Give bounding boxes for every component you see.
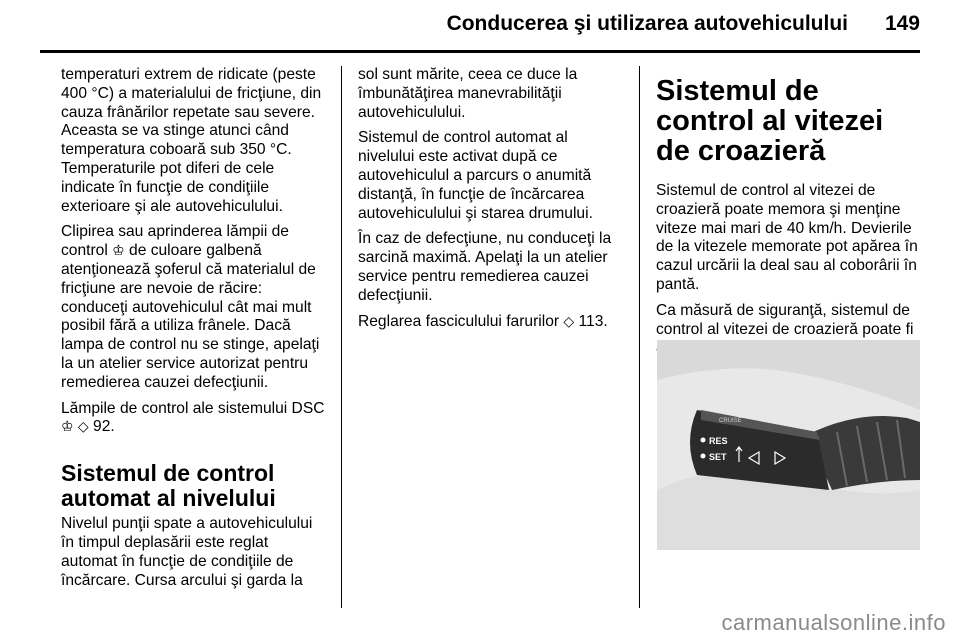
column-left <box>61 66 327 597</box>
lever-label-set: SET <box>709 452 727 462</box>
paragraph-text: Reglarea fasciculului farurilor <box>358 312 564 330</box>
paragraph: Sistemul de control automat al nivelului este activat după ce autovehiculul a parcurs o anumită distanţă, în funcţie de încărcarea autovehiculului şi starea drumului. <box>358 129 593 222</box>
column-divider <box>341 66 342 608</box>
paragraph <box>358 313 624 332</box>
cross-reference-arrow-icon: ◇ <box>77 419 89 436</box>
column-middle <box>358 66 624 338</box>
section-heading: Sistemul de control al vitezei de croazieră <box>656 75 884 167</box>
brake-warning-lamp-icon: ♔ <box>112 243 125 260</box>
paragraph <box>61 400 327 438</box>
paragraph: temperaturi extrem de ridicate (peste 400 °C) a materialului de fricţiune, din cauza frânărilor repetate sau severe. Aceasta se va stinge atunci când temperatura coboară sub 350 °C. Temperaturile pot diferi de cele indicate în funcţie de condiţiile exterioare şi ale autovehiculului. <box>61 66 322 215</box>
paragraph-text: Lămpile de control ale sistemului DSC <box>61 399 325 417</box>
lever-label-res: RES <box>709 436 728 446</box>
paragraph: În caz de defecţiune, nu conduceţi la sarcină maximă. Apelaţi la un atelier service pentru remedierea cauzei defecţiunii. <box>358 230 612 304</box>
page-reference[interactable]: 92. <box>93 418 115 436</box>
section-heading: Sistemul de control automat al nivelului <box>61 460 276 512</box>
paragraph: Nivelul punţii spate a autovehiculului în timpul deplasării este reglat automat în funcţie de condiţiile de încărcare. Cursa arcului şi garda la <box>61 515 313 589</box>
lever-label-cruise: CRUISE <box>719 418 742 424</box>
paragraph: Sistemul de control al vitezei de croazieră poate memora şi menţine viteze mai mari de 40 km/h. Devierile de la vitezele memorate pot apărea în cazul urcării la deal sau al coborârii în pantă. <box>656 182 918 293</box>
paragraph: sol sunt mărite, ceea ce duce la îmbunătăţirea manevrabilităţii autovehiculului. <box>358 66 578 121</box>
watermark: carmanualsonline.info <box>721 610 946 635</box>
paragraph <box>61 223 327 392</box>
paragraph: Ca măsură de siguranţă, sistemul de control al vitezei de croazieră poate fi <box>656 301 914 338</box>
column-right <box>656 66 922 384</box>
page-header <box>0 0 960 52</box>
running-title: Conducerea şi utilizarea autovehiculului <box>446 12 848 35</box>
header-rule <box>40 50 920 53</box>
cruise-control-lever-illustration <box>657 340 920 550</box>
paragraph-text: de culoare galbenă atenţionează şoferul că materialul de fricţiune are nevoie de răcire: conduceţi autovehiculul cât mai mult posibil fără a utiliza frânele. Dacă lampa de control nu se stinge, apelaţi la un atelier service autorizat pentru remedierea cauzei defecţiunii. <box>61 242 320 391</box>
cross-reference-arrow-icon: ◇ <box>563 313 575 330</box>
set-dot <box>701 454 706 459</box>
paragraph-text: Clipirea sau aprinderea lămpii de control <box>61 223 289 260</box>
column-divider <box>639 66 640 608</box>
page-reference[interactable]: 113. <box>578 312 608 330</box>
res-dot <box>701 438 706 443</box>
page-number: 149 <box>884 12 920 35</box>
dsc-lamp-icon: ♔ <box>61 419 74 436</box>
